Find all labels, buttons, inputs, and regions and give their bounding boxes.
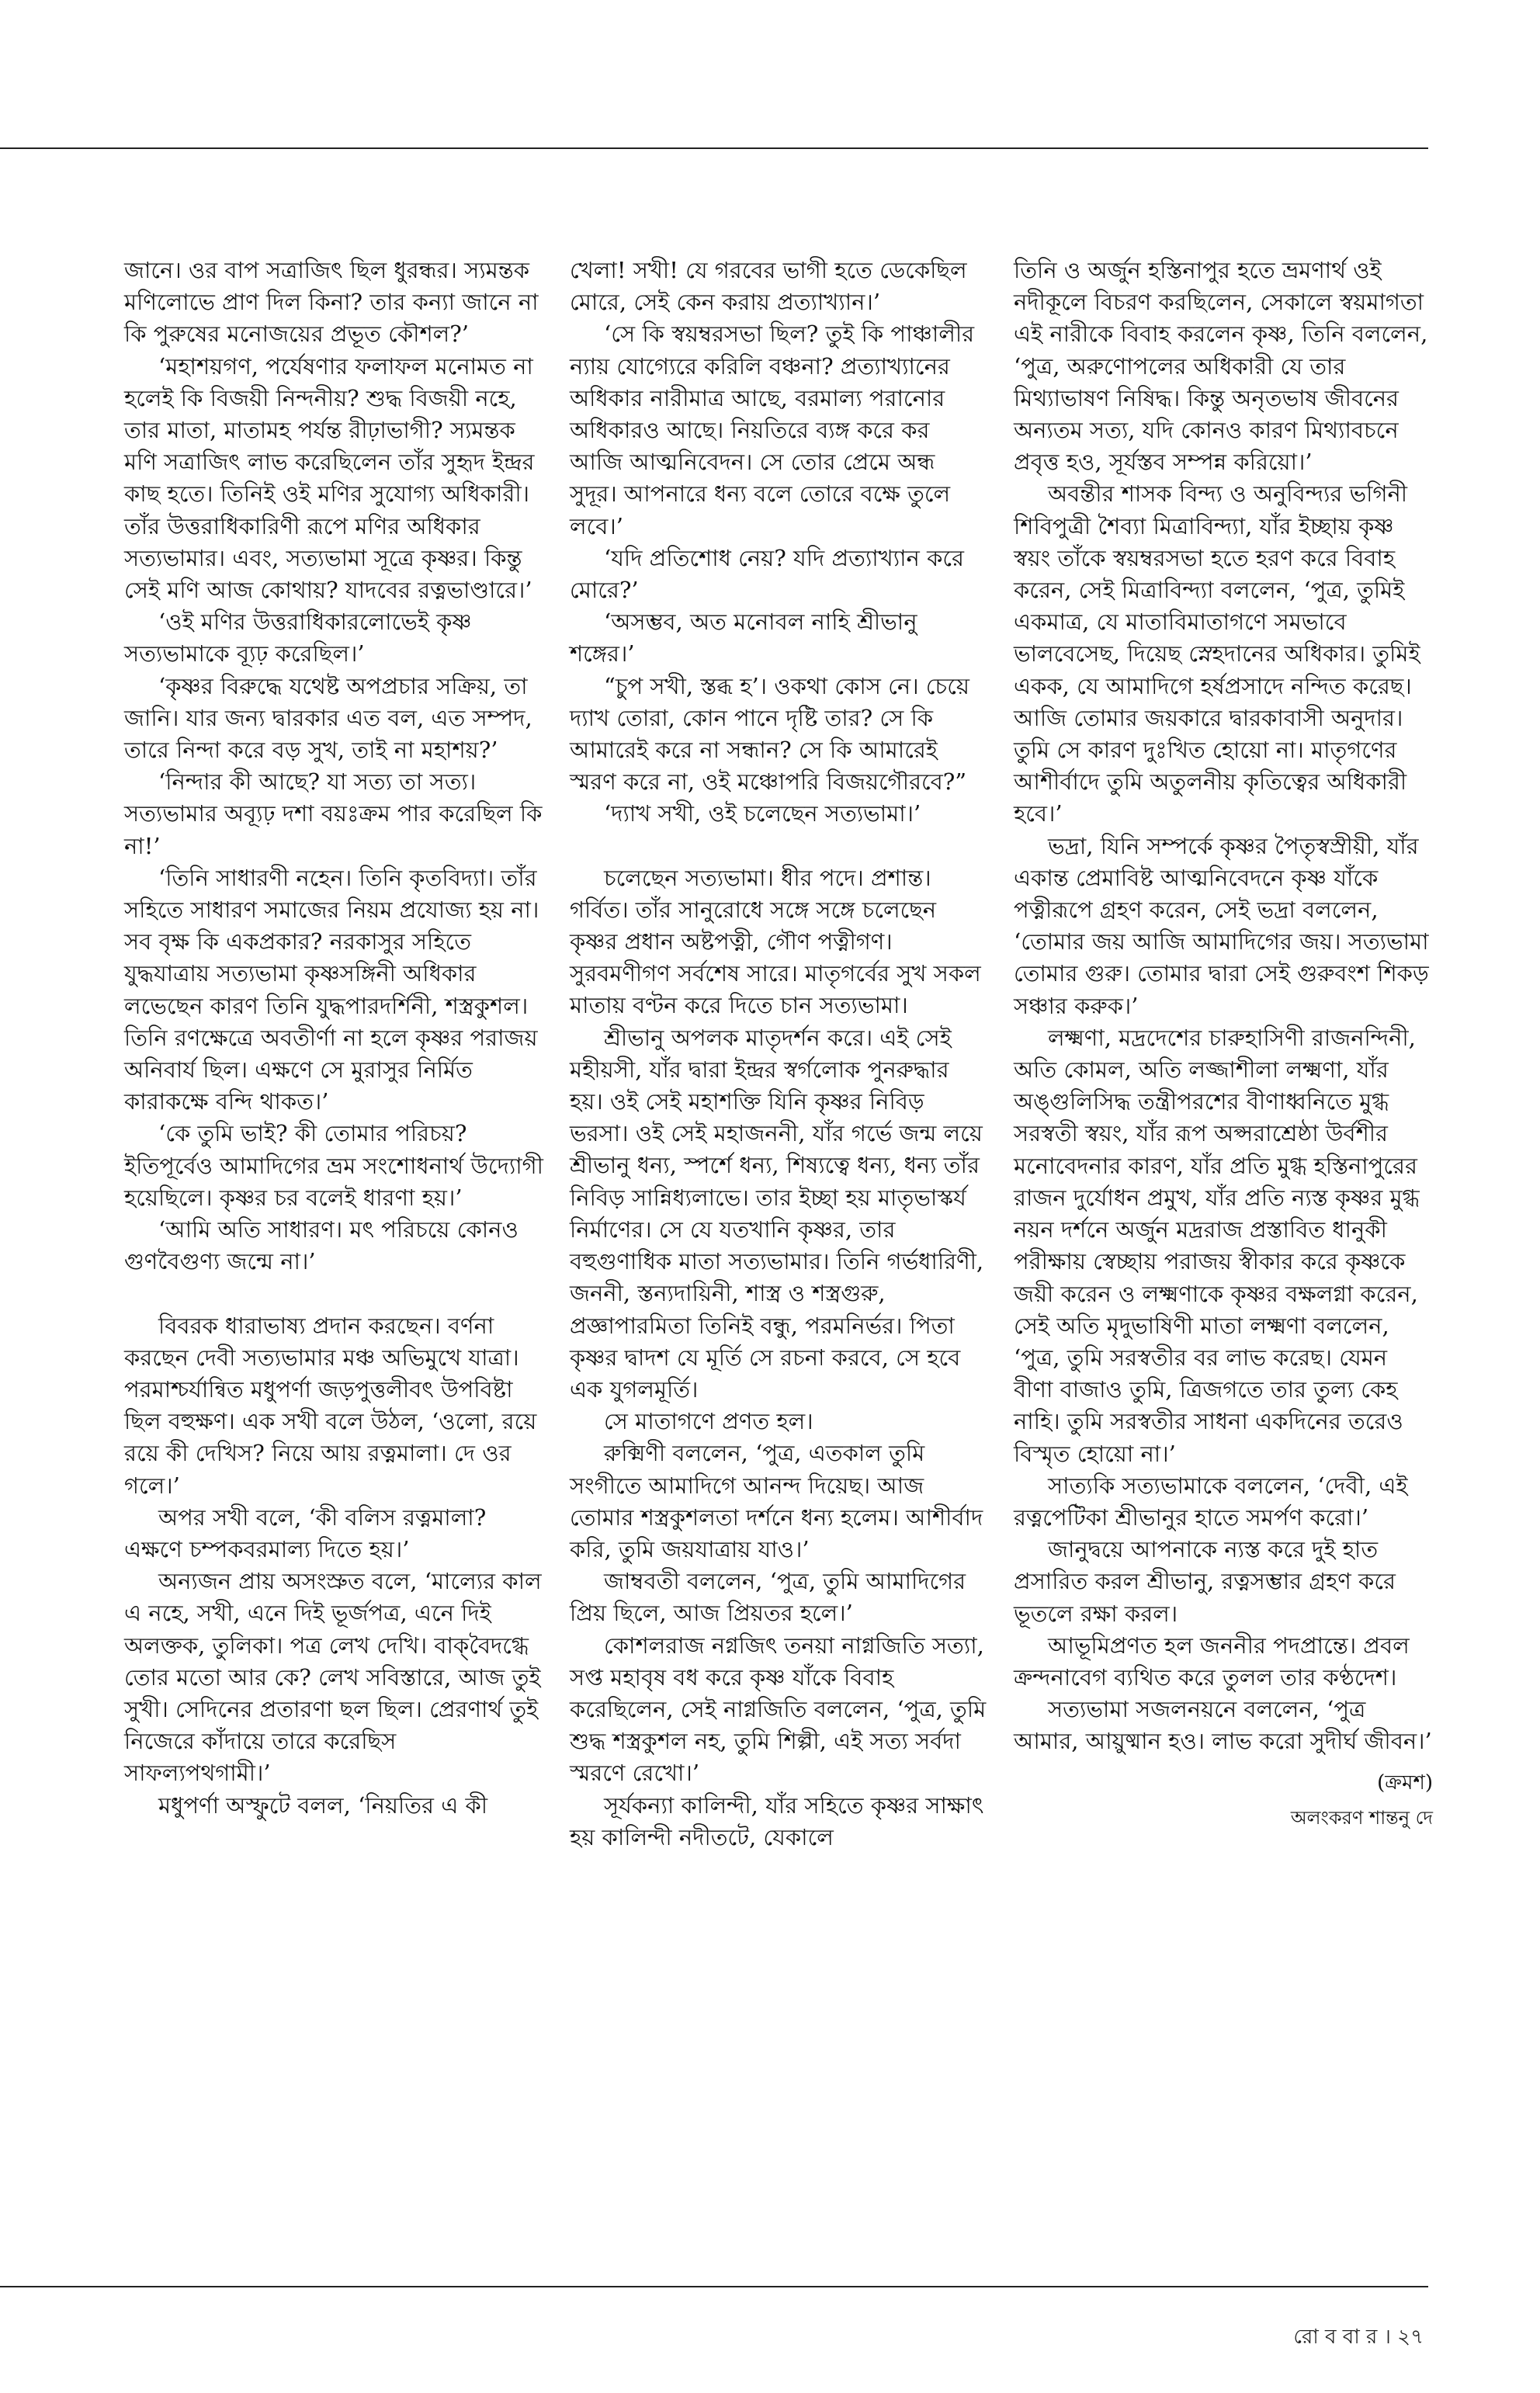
paragraph: সে মাতাগণে প্রণত হল। <box>604 1408 813 1435</box>
paragraph: বিবরক ধারাভাষ্য প্রদান করছেন। বর্ণনা করছেন দেবী সত্যভামার মঞ্চ অভিমুখে যাত্রা। পরমাশ্চর্যান্বিত মধুপর্ণা জড়পুত্তলীবৎ উপবিষ্টা ছিল বহুক্ষণ। এক সখী বলে উঠল, ‘ওলো, রয়ে রয়ে কী দেখিস? নিয়ে আয় রত্নমালা। দে ওর গলে।’ <box>124 1312 537 1499</box>
paragraph: সাত্যকি সত্যভামাকে বললেন, ‘দেবী, এই রত্নপেটিকা শ্রীভানুর হাতে সমর্পণ করো।’ <box>1014 1472 1408 1531</box>
paragraph: সত্যভামা সজলনয়নে বললেন, ‘পুত্র আমার, আয়ুষ্মান হও। লাভ করো সুদীর্ঘ জীবন।’ <box>1014 1696 1432 1755</box>
column-2 <box>570 255 989 1854</box>
paragraph: তিনি ও অর্জুন হস্তিনাপুর হতে ভ্রমণার্থ ওই নদীকূলে বিচরণ করছিলেন, সেকালে স্বয়মাগতা এই নারীকে বিবাহ করলেন কৃষ্ণ, তিনি বললেন, ‘পুত্র, অরুণোপলের অধিকারী যে তার মিথ্যাভাষণ নিষিদ্ধ। কিন্তু অনৃতভাষ জীবনের অন্যতম সত্য, যদি কোনও কারণ মিথ্যাবচনে প্রবৃত্ত হও, সূর্যস্তব সম্পন্ন করিয়ো।’ <box>1014 257 1428 476</box>
paragraph: ‘সে কি স্বয়ম্বরসভা ছিল? তুই কি পাঞ্চালীর ন্যায় যোগ্যেরে করিলি বঞ্চনা? প্রত্যাখ্যানের অধিকার নারীমাত্র আছে, বরমাল্য পরানোর অধিকারও আছে। নিয়তিরে ব্যঙ্গ করে কর আজি আত্মনিবেদন। সে তোর প্রেমে অন্ধ সুদূর। আপনারে ধন্য বলে তোরে বক্ষে তুলে লবে।’ <box>570 321 975 539</box>
paragraph: অবন্তীর শাসক বিন্দ্য ও অনুবিন্দ্যর ভগিনী শিবিপুত্রী শৈব্যা মিত্রাবিন্দ্যা, যাঁর ইচ্ছায় কৃষ্ণ স্বয়ং তাঁকে স্বয়ম্বরসভা হতে হরণ করে বিবাহ করেন, সেই মিত্রাবিন্দ্যা বললেন, ‘পুত্র, তুমিই একমাত্র, যে মাতাবিমাতাগণে সমভাবে ভালবেসেছ, দিয়েছ স্নেহদানের অধিকার। তুমিই একক, যে আমাদিগে হর্ষপ্রসাদে নন্দিত করেছ। আজি তোমার জয়কারে দ্বারকাবাসী অনুদার। তুমি সে কারণ দুঃখিত হোয়ো না। মাতৃগণের আশীর্বাদে তুমি অতুলনীয় কৃতিত্বের অধিকারী হবে।’ <box>1014 480 1420 827</box>
paragraph: মধুপর্ণা অস্ফুটে বলল, ‘নিয়তির এ কী <box>158 1791 488 1819</box>
paragraph: রুক্মিণী বললেন, ‘পুত্র, এতকাল তুমি সংগীতে আমাদিগে আনন্দ দিয়েছ। আজ তোমার শস্ত্রকুশলতা দর্শনে ধন্য হলেম। আশীর্বাদ করি, তুমি জয়যাত্রায় যাও।’ <box>570 1440 983 1562</box>
illustration-credit: অলংকরণ শান্তনু দে <box>1290 1806 1433 1829</box>
column-3-body <box>1014 255 1433 1758</box>
paragraph: কোশলরাজ নগ্নজিৎ তনয়া নাগ্নজিতি সত্যা, সপ্ত মহাবৃষ বধ করে কৃষ্ণ যাঁকে বিবাহ করেছিলেন, সেই নাগ্নজিতি বললেন, ‘পুত্র, তুমি শুদ্ধ শস্ত্রকুশল নহ, তুমি শিল্পী, এই সত্য সর্বদা স্মরণে রেখো।’ <box>570 1632 987 1787</box>
continued-note: (ক্রমশ) <box>1377 1770 1433 1795</box>
paragraph: ‘তিনি সাধারণী নহেন। তিনি কৃতবিদ্যা। তাঁর সহিতে সাধারণ সমাজের নিয়ম প্রযোজ্য হয় না। সব বৃক্ষ কি একপ্রকার? নরকাসুর সহিতে যুদ্ধযাত্রায় সত্যভামা কৃষ্ণসঙ্গিনী অধিকার লভেছেন কারণ তিনি যুদ্ধপারদর্শিনী, শস্ত্রকুশল। তিনি রণক্ষেত্রে অবতীর্ণা না হলে কৃষ্ণর পরাজয় অনিবার্য ছিল। এক্ষণে সে মুরাসুর নির্মিত কারাকক্ষে বন্দি থাকত।’ <box>124 864 539 1115</box>
paragraph: ‘অসম্ভব, অত মনোবল নাহি শ্রীভানু শঙ্গের।’ <box>570 609 917 668</box>
paragraph: আভূমিপ্রণত হল জননীর পদপ্রান্তে। প্রবল ক্রন্দনাবেগ ব্যথিত করে তুলল তার কণ্ঠদেশ। <box>1014 1632 1410 1691</box>
paragraph: ‘মহাশয়গণ, পর্যেষণার ফলাফল মনোমত না হলেই কি বিজয়ী নিন্দনীয়? শুদ্ধ বিজয়ী নহে, তার মাতা, মাতামহ পর্যন্ত রীঢ়াভাগী? স্যমন্তক মণি সত্রাজিৎ লাভ করেছিলেন তাঁর সুহৃদ ইন্দ্রর কাছ হতে। তিনিই ওই মণির সুযোগ্য অধিকারী। তাঁর উত্তরাধিকারিণী রূপে মণির অধিকার সত্যভামার। এবং, সত্যভামা সূত্রে কৃষ্ণর। কিন্তু সেই মণি আজ কোথায়? যাদবের রত্নভাণ্ডারে।’ <box>124 352 535 604</box>
paragraph: ‘যদি প্রতিশোধ নেয়? যদি প্রত্যাখ্যান করে মোরে?’ <box>570 544 964 604</box>
paragraph: শ্রীভানু অপলক মাতৃদর্শন করে। এই সেই মহীয়সী, যাঁর দ্বারা ইন্দ্রর স্বর্গলোক পুনরুদ্ধার হয়। ওই সেই মহাশক্তি যিনি কৃষ্ণর নিবিড় ভরসা। ওই সেই মহাজননী, যাঁর গর্ভে জন্ম লয়ে শ্রীভানু ধন্য, স্পর্শে ধন্য, শিষ্যত্বে ধন্য, ধন্য তাঁর নিবিড় সান্নিধ্যলাভে। তার ইচ্ছা হয় মাতৃভাস্কর্য নির্মাণের। সে যে যতখানি কৃষ্ণর, তার বহুগুণাধিক মাতা সত্যভামার। তিনি গর্ভধারিণী, জননী, স্তন্যদায়িনী, শাস্ত্র ও শস্ত্রগুরু, প্রজ্ঞাপারমিতা তিনিই বন্ধু, পরমনির্ভর। পিতা কৃষ্ণর দ্বাদশ যে মূর্তি সে রচনা করবে, সে হবে এক যুগলমূর্তি। <box>570 1024 984 1403</box>
paragraph: ভদ্রা, যিনি সম্পর্কে কৃষ্ণর পৈতৃস্বস্রীয়ী, যাঁর একান্ত প্রেমাবিষ্ট আত্মনিবেদনে কৃষ্ণ যাঁকে পত্নীরূপে গ্রহণ করেন, সেই ভদ্রা বললেন, ‘তোমার জয় আজি আমাদিগের জয়। সত্যভামা তোমার গুরু। তোমার দ্বারা সেই গুরুবংশ শিকড় সঞ্চার করুক।’ <box>1014 832 1429 1019</box>
column-1 <box>124 255 543 1822</box>
page-footer: রো ব বা র । ২৭ <box>1293 2325 1424 2349</box>
paragraph: খেলা! সখী! যে গরবের ভাগী হতে ডেকেছিল মোরে, সেই কেন করায় প্রত্যাখ্যান।’ <box>570 257 967 316</box>
paragraph: অপর সখী বলে, ‘কী বলিস রত্নমালা? এক্ষণে চম্পকবরমাল্য দিতে হয়।’ <box>124 1503 487 1562</box>
paragraph: জানুদ্বয়ে আপনাকে ন্যস্ত করে দুই হাত প্রসারিত করল শ্রীভানু, রত্নসম্ভার গ্রহণ করে ভূতলে রক্ষা করল। <box>1014 1536 1396 1627</box>
paragraph: ‘কৃষ্ণর বিরুদ্ধে যথেষ্ট অপপ্রচার সক্রিয়, তা জানি। যার জন্য দ্বারকার এত বল, এত সম্পদ, তারে নিন্দা করে বড় সুখ, তাই না মহাশয়?’ <box>124 672 532 764</box>
column-3 <box>1014 255 1433 1834</box>
paragraph: ‘দ্যাখ সখী, ওই চলেছেন সত্যভামা।’ <box>604 800 921 827</box>
paragraph: চলেছেন সত্যভামা। ধীর পদে। প্রশান্ত। গর্বিত। তাঁর সানুরোধে সঙ্গে সঙ্গে চলেছেন কৃষ্ণর প্রধান অষ্টপত্নী, গৌণ পত্নীগণ। সুরবমণীগণ সর্বশেষ সারে। মাতৃগর্বের সুখ সকল মাতায় বণ্টন করে দিতে চান সত্যভামা। <box>570 864 981 1019</box>
paragraph: সূর্যকন্যা কালিন্দী, যাঁর সহিতে কৃষ্ণর সাক্ষাৎ হয় কালিন্দী নদীতটে, যেকালে <box>570 1791 984 1850</box>
top-rule <box>0 147 1428 149</box>
paragraph: ‘কে তুমি ভাই? কী তোমার পরিচয়? ইতিপূর্বেও আমাদিগের ভ্রম সংশোধনার্থ উদ্যোগী হয়েছিলে। কৃষ্ণর চর বলেই ধারণা হয়।’ <box>124 1120 543 1211</box>
paragraph: ‘ওই মণির উত্তরাধিকারলোভেই কৃষ্ণ সত্যভামাকে ব্যূঢ় করেছিল।’ <box>124 609 472 668</box>
paragraph: ‘নিন্দার কী আছে? যা সত্য তা সত্য। সত্যভামার অব্যূঢ় দশা বয়ঃক্রম পার করেছিল কি না!’ <box>124 768 543 859</box>
paragraph: অন্যজন প্রায় অসংস্রুত বলে, ‘মাল্যের কাল এ নহে, সখী, এনে দিই ভূর্জপত্র, এনে দিই অলক্তক, তুলিকা। পত্র লেখ দেখি। বাক্‌বৈদগ্ধে তোর মতো আর কে? লেখ সবিস্তারে, আজ তুই সুখী। সেদিনের প্রতারণা ছল ছিল। প্রেরণার্থ তুই নিজেরে কাঁদায়ে তারে করেছিস সাফল্যপথগামী।’ <box>124 1568 542 1787</box>
paragraph: লক্ষ্মণা, মদ্রদেশের চারুহাসিণী রাজনন্দিনী, অতি কোমল, অতি লজ্জাশীলা লক্ষ্মণা, যাঁর অঙ্গুলিসিদ্ধ তন্ত্রীপরশের বীণাধ্বনিতে মুগ্ধ সরস্বতী স্বয়ং, যাঁর রূপ অপ্সরাশ্রেষ্ঠা উর্বশীর মনোবেদনার কারণ, যাঁর প্রতি মুগ্ধ হস্তিনাপুরের রাজন দুর্যোধন প্রমুখ, যাঁর প্রতি ন্যস্ত কৃষ্ণর মুগ্ধ নয়ন দর্শনে অর্জুন মদ্ররাজ প্রস্তাবিত ধানুকী পরীক্ষায় স্বেচ্ছায় পরাজয় স্বীকার করে কৃষ্ণকে জয়ী করেন ও লক্ষ্মণাকে কৃষ্ণর বক্ষলগ্না করেন, সেই অতি মৃদুভাষিণী মাতা লক্ষ্মণা বললেন, ‘পুত্র, তুমি সরস্বতীর বর লাভ করেছ। যেমন বীণা বাজাও তুমি, ত্রিজগতে তার তুল্য কেহ নাহি। তুমি সরস্বতীর সাধনা একদিনের তরেও বিস্মৃত হোয়ো না।’ <box>1014 1024 1420 1467</box>
paragraph: ‘আমি অতি সাধারণ। মৎ পরিচয়ে কোনও গুণবৈগুণ্য জন্মে না।’ <box>124 1216 519 1275</box>
paragraph: “চুপ সখী, স্তব্ধ হ’। ওকথা কোস নে। চেয়ে দ্যাখ তোরা, কোন পানে দৃষ্টি তার? সে কি আমারেই করে না সন্ধান? সে কি আমারেই স্মরণ করে না, ওই মঞ্চোপরি বিজয়গৌরবে?” <box>570 672 969 796</box>
bottom-rule <box>0 2286 1428 2287</box>
paragraph: জানে। ওর বাপ সত্রাজিৎ ছিল ধুরন্ধর। স্যমন্তক মণিলোভে প্রাণ দিল কিনা? তার কন্যা জানে না কি পুরুষের মনোজয়ের প্রভূত কৌশল?’ <box>124 257 539 348</box>
paragraph: জাম্ববতী বললেন, ‘পুত্র, তুমি আমাদিগের প্রিয় ছিলে, আজ প্রিয়তর হলে।’ <box>570 1568 966 1627</box>
